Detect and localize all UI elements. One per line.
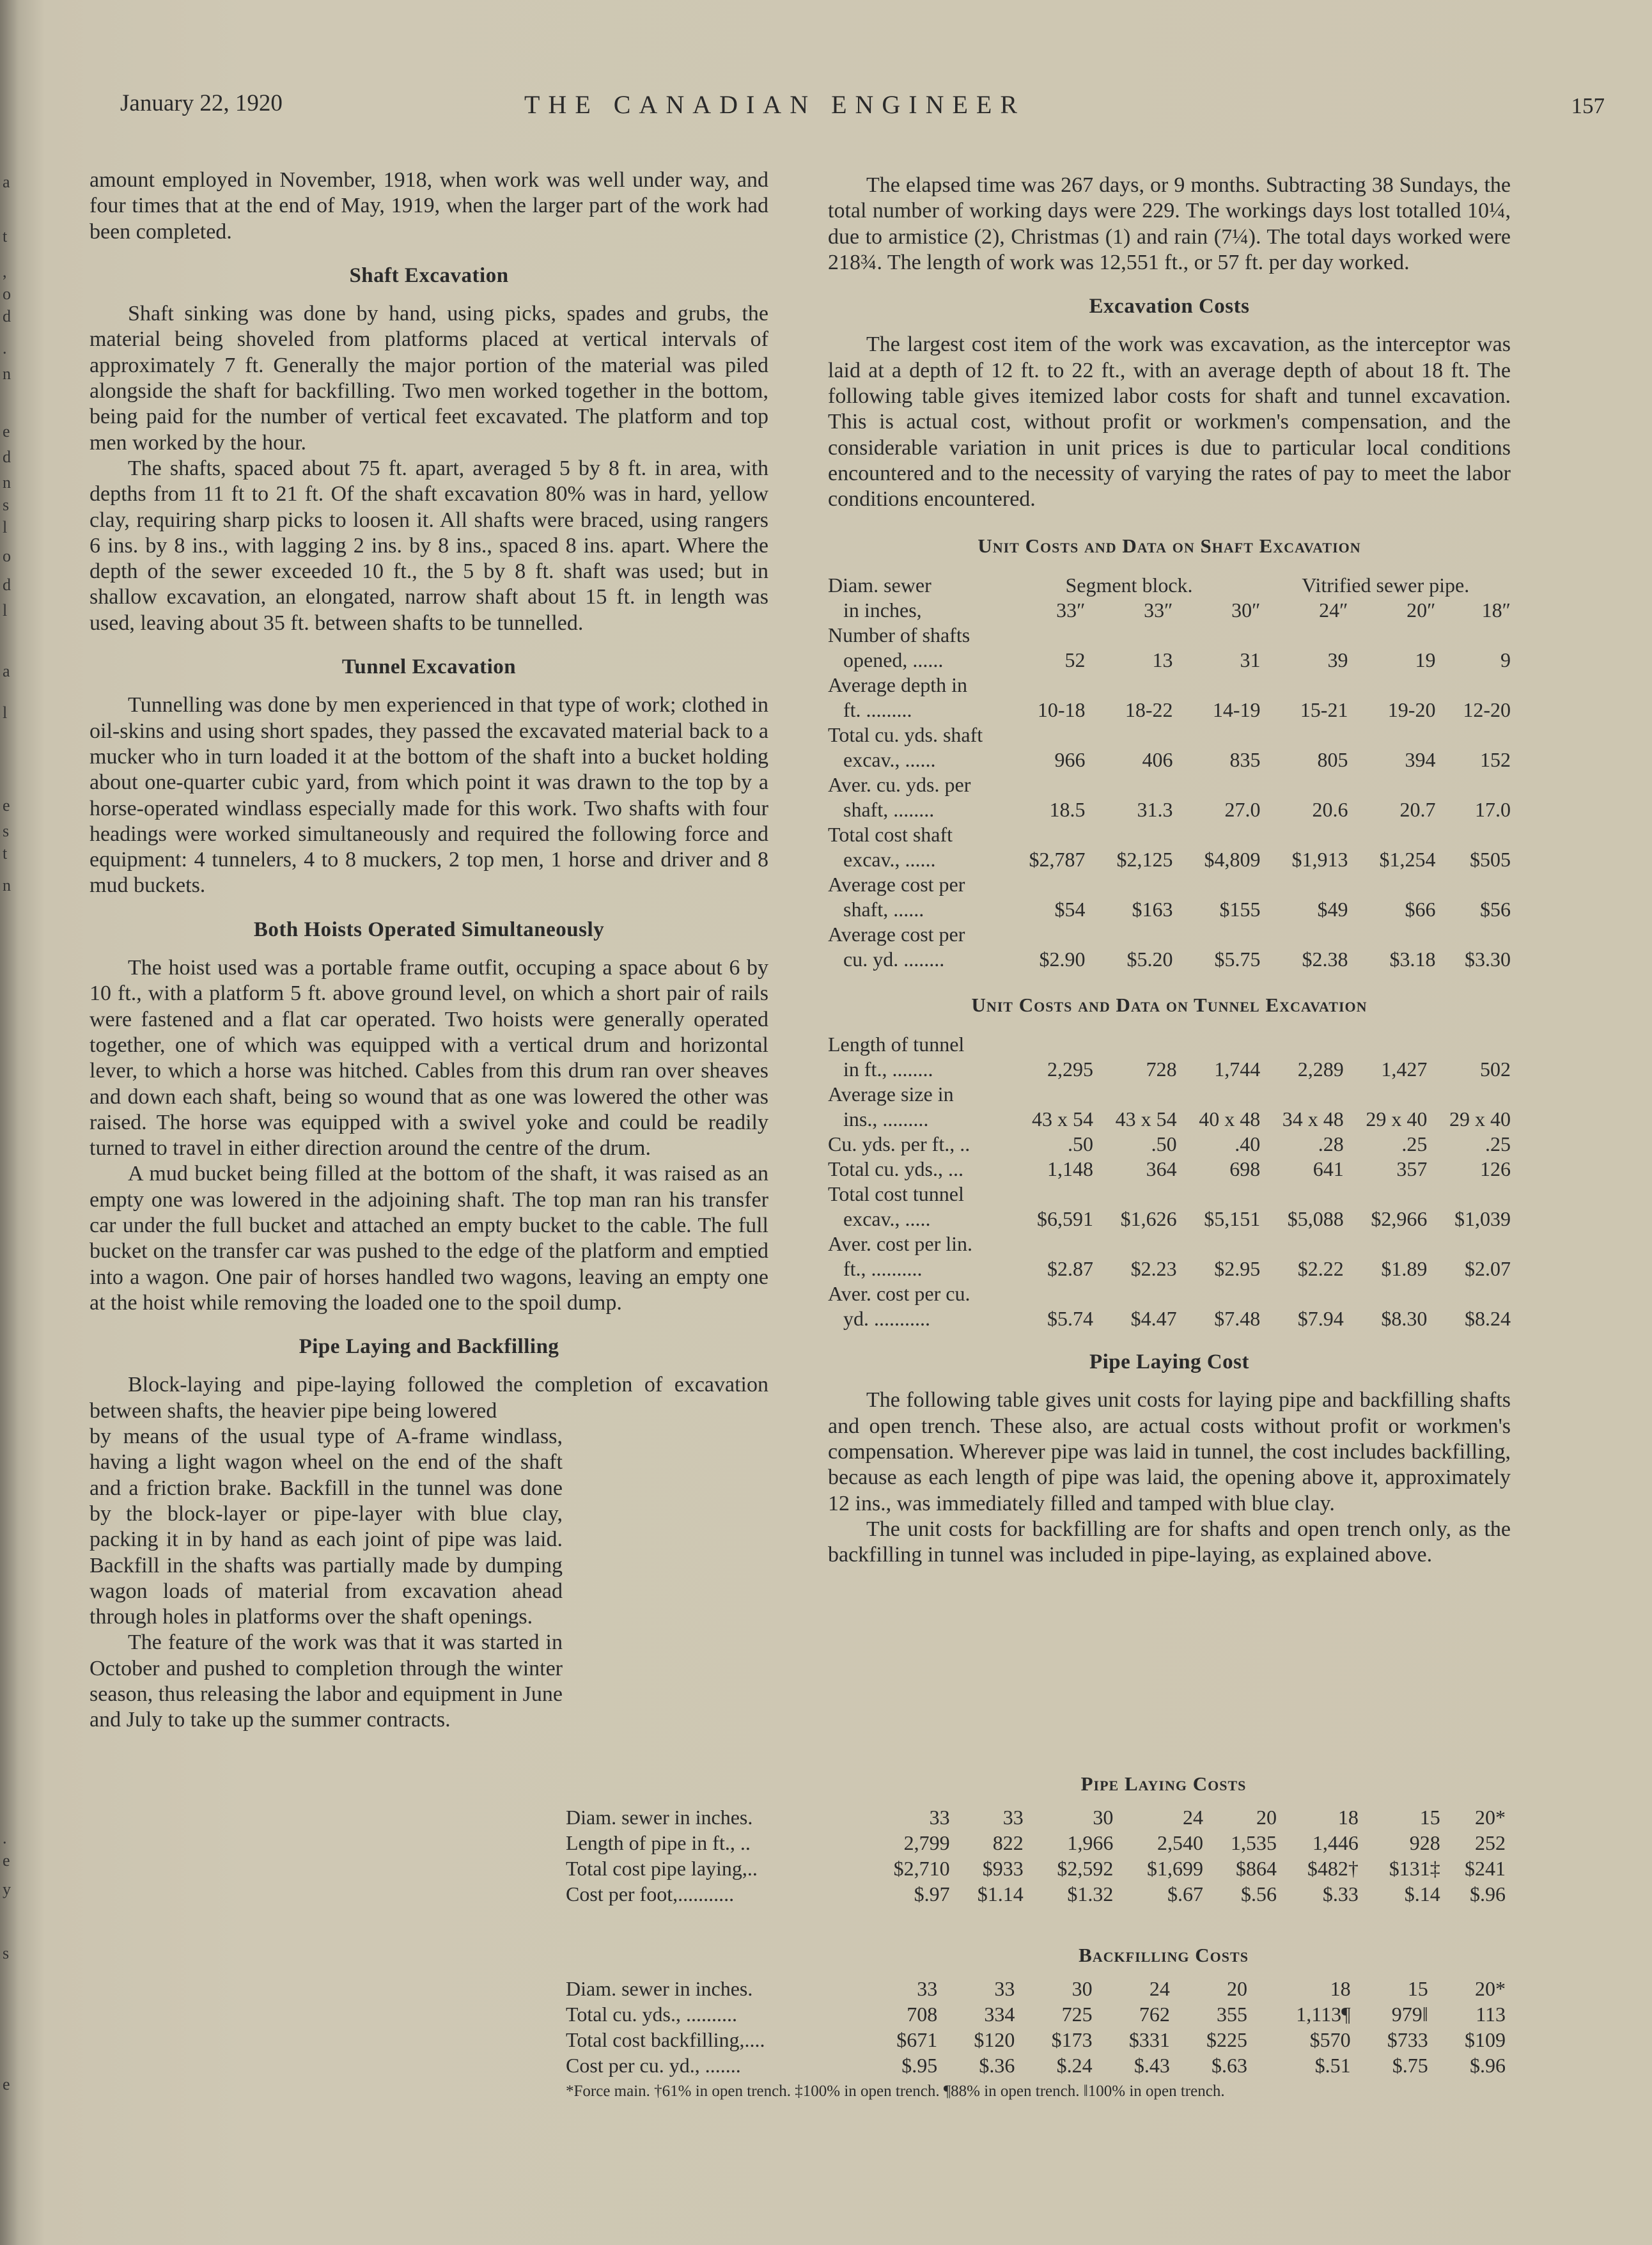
margin-fragment: s	[3, 822, 10, 840]
table-row	[566, 1830, 1506, 1856]
table-cell: $2.07	[1465, 1257, 1511, 1281]
table-cell: 708	[907, 2003, 938, 2026]
shaft-row-label	[828, 723, 1511, 747]
table-cell: 10-18	[1037, 698, 1086, 721]
shaft-table-diam-row	[828, 598, 1511, 623]
table-cell: 822	[992, 1831, 1024, 1854]
table-cell: 1,966	[1067, 1831, 1114, 1854]
pipe-laying-table	[566, 1804, 1506, 1907]
table-cell: 979‖	[1391, 2003, 1428, 2026]
table-cell: 40 x 48	[1199, 1107, 1261, 1131]
table-cell: 33	[1002, 1806, 1024, 1829]
table-cell: $225	[1206, 2028, 1248, 2051]
row-label: Diam. sewer in inches.	[566, 1977, 753, 2000]
row-label: Length of tunnel	[828, 1033, 965, 1056]
diam-value: 33″	[1056, 598, 1086, 622]
table-cell: 27.0	[1224, 797, 1261, 821]
table-cell: 805	[1317, 747, 1348, 771]
table-cell: $.97	[914, 1882, 950, 1905]
table-cell: $163	[1132, 897, 1173, 921]
heading-pipe-laying-cost: Pipe Laying Cost	[1089, 1350, 1250, 1374]
table-cell: $2,966	[1371, 1207, 1428, 1231]
table-cell: 113	[1476, 2003, 1506, 2026]
table-cell: 2,540	[1157, 1831, 1203, 1854]
table-cell: $1,913	[1291, 847, 1348, 871]
table-cell: 39	[1327, 648, 1348, 671]
left-column	[90, 168, 768, 1733]
table-cell: $570	[1309, 2028, 1351, 2051]
margin-fragment: s	[3, 496, 10, 514]
table-cell: 29 x 40	[1366, 1107, 1428, 1131]
table-cell: $331	[1128, 2028, 1170, 2051]
table-cell: $2.87	[1047, 1257, 1094, 1281]
table-row	[566, 2027, 1506, 2053]
tunnel-row-label	[828, 1281, 1511, 1306]
row-label: Average depth in	[828, 673, 967, 696]
table-row	[566, 1856, 1506, 1881]
table-cell: $.67	[1167, 1882, 1203, 1905]
row-label: Aver. cost per cu.	[828, 1282, 970, 1306]
table-cell: 126	[1480, 1157, 1511, 1181]
table-row	[566, 2053, 1506, 2078]
table-cell: 2,295	[1047, 1058, 1094, 1081]
table-cell: $54	[1054, 897, 1086, 921]
table-cell: $66	[1405, 897, 1436, 921]
paragraph-elapsed: The elapsed time was 267 days, or 9 months. Subtracting 38 Sundays, the total number of working days were 229. The workings days lost totalled 10¼, due to armistice (2), Christmas (1) and rain (7¼). The total days worked were 218¾. The length of work was 12,551 ft., or 57 ft. per day worked.	[828, 173, 1511, 274]
table-cell: $2,592	[1057, 1857, 1114, 1880]
diam-label: Diam. sewer	[828, 573, 931, 597]
table-cell: .25	[1485, 1132, 1511, 1156]
table-cell: 1,446	[1312, 1831, 1359, 1854]
table-cell: 1,535	[1231, 1831, 1277, 1854]
table-cell: $2.22	[1297, 1257, 1344, 1281]
shaft-row	[828, 797, 1511, 822]
table-cell: $131‡	[1389, 1857, 1440, 1880]
shaft-row	[828, 648, 1511, 673]
paragraph-pipe-cost-1: The following table gives unit costs for laying pipe and backfilling shafts and open trench. These also, are actual costs without profit or workmen's compensation. Wherever pipe was laid in tunnel, the cost includes backfilling, because as each length of pipe was laid, the opening above it, approximately 12 ins., was immediately filled and tamped with blue clay.	[828, 1388, 1511, 1515]
table-cell: $120	[974, 2028, 1015, 2051]
diam-value: 20″	[1407, 598, 1436, 622]
margin-fragment: o	[3, 285, 11, 303]
issue-date: January 22, 1920	[120, 90, 283, 116]
tunnel-excavation-table	[828, 1032, 1511, 1331]
margin-fragment: n	[3, 364, 11, 383]
row-label-cont: cu. yd. ........	[843, 947, 945, 971]
table-cell: $.33	[1322, 1882, 1359, 1905]
table-cell: .25	[1401, 1132, 1428, 1156]
table-cell: $8.30	[1381, 1307, 1428, 1331]
table-cell: 9	[1500, 648, 1511, 671]
tunnel-row	[828, 1207, 1511, 1232]
table-cell: 18	[1330, 1977, 1351, 2000]
table-cell: $3.18	[1389, 947, 1436, 971]
row-label: Total cost shaft	[828, 822, 953, 846]
tunnel-row	[828, 1057, 1511, 1082]
row-label: Average size in	[828, 1083, 954, 1106]
table-cell: $8.24	[1465, 1307, 1511, 1331]
table-row	[566, 2001, 1506, 2027]
shaft-row	[828, 747, 1511, 772]
margin-fragment: e	[3, 422, 10, 441]
table-cell: 641	[1313, 1157, 1344, 1181]
row-label-cont: yd. ...........	[843, 1307, 930, 1331]
table-cell: $3.30	[1465, 947, 1511, 971]
table-row	[566, 1881, 1506, 1907]
margin-fragment: n	[3, 876, 11, 895]
row-label: Average cost per	[828, 872, 965, 896]
heading-excavation-costs: Excavation Costs	[1089, 295, 1250, 318]
table-cell: 1,427	[1381, 1058, 1428, 1081]
table-cell: 928	[1409, 1831, 1440, 1854]
table-cell: 31.3	[1137, 797, 1173, 821]
table-cell: $155	[1219, 897, 1261, 921]
row-label: Total cu. yds. shaft	[828, 723, 983, 746]
table-cell: $1,254	[1379, 847, 1436, 871]
pipe-laying-section	[566, 1771, 1506, 1907]
backfilling-title: Backfilling Costs	[1079, 1944, 1249, 1966]
table-cell: 2,289	[1297, 1058, 1344, 1081]
table-cell: 2,799	[903, 1831, 950, 1854]
paragraph-shaft-1: Shaft sinking was done by hand, using picks, spades and grubs, the material being shoveled from platforms placed at vertical intervals of approximately 7 ft. Generally the major portion of the material was piled alongside the shaft for backfilling. Two men worked together in the bottom, being paid for the number of vertical feet excavated. The platform and top men worked by the hour.	[90, 302, 768, 455]
table-cell: 20.7	[1399, 797, 1436, 821]
table-cell: 355	[1217, 2003, 1248, 2026]
row-label: Aver. cost per lin.	[828, 1232, 973, 1256]
row-label: Cost per cu. yd., .......	[566, 2054, 741, 2077]
table-cell: 33	[994, 1977, 1015, 2000]
table-cell: 43 x 54	[1032, 1107, 1094, 1131]
intro-paragraph: amount employed in November, 1918, when work was well under way, and four times that at the end of May, 1919, when the larger part of the work had been completed.	[90, 168, 768, 244]
table-cell: $1,626	[1120, 1207, 1177, 1231]
table-cell: .50	[1151, 1132, 1177, 1156]
table-cell: 502	[1480, 1058, 1511, 1081]
margin-fragment: d	[3, 448, 11, 466]
table-cell: $1.32	[1067, 1882, 1114, 1905]
row-label: Length of pipe in ft., ..	[566, 1831, 751, 1854]
table-cell: 725	[1061, 2003, 1093, 2026]
diam-value: 18″	[1481, 598, 1511, 622]
table-cell: $.14	[1404, 1882, 1440, 1905]
shaft-table-header-row	[828, 573, 1511, 598]
row-label-cont: opened, ......	[843, 648, 944, 671]
row-label-cont: Cu. yds. per ft., ..	[828, 1132, 970, 1156]
table-cell: $2,710	[893, 1857, 950, 1880]
row-label: Total cost tunnel	[828, 1182, 964, 1206]
table-cell: $505	[1470, 847, 1511, 871]
margin-fragment: t	[3, 844, 8, 863]
table-cell: $2.95	[1214, 1257, 1261, 1281]
row-label: Total cost pipe laying,..	[566, 1857, 758, 1880]
table-cell: 20	[1256, 1806, 1277, 1829]
table-cell: 14-19	[1212, 698, 1261, 721]
table-cell: 152	[1480, 747, 1511, 771]
table-cell: $4.47	[1130, 1307, 1177, 1331]
table-cell: $.63	[1212, 2054, 1248, 2077]
table-cell: $109	[1465, 2028, 1506, 2051]
table-cell: 18-22	[1125, 698, 1173, 721]
group-segment-block: Segment block.	[1065, 573, 1193, 597]
page-header	[115, 90, 1605, 134]
tunnel-row	[828, 1107, 1511, 1132]
table-cell: $.75	[1392, 2054, 1428, 2077]
table-cell: $5.20	[1126, 947, 1173, 971]
table-cell: 13	[1152, 648, 1173, 671]
row-label-cont: in ft., ........	[843, 1058, 933, 1081]
margin-fragment: l	[3, 518, 8, 536]
tunnel-row	[828, 1306, 1511, 1331]
margin-fragment: e	[3, 1851, 10, 1870]
table-cell: 52	[1064, 648, 1086, 671]
tunnel-row	[828, 1132, 1511, 1157]
margin-fragment: s	[3, 1944, 10, 1962]
diam-label-2: in inches,	[843, 598, 922, 622]
table-cell: 966	[1054, 747, 1086, 771]
table-cell: 334	[984, 2003, 1015, 2026]
margin-fragment: a	[3, 662, 10, 680]
shaft-row-label	[828, 623, 1511, 648]
row-label: Total cost backfilling,....	[566, 2028, 765, 2051]
table-cell: $864	[1236, 1857, 1277, 1880]
paragraph-shaft-2: The shafts, spaced about 75 ft. apart, averaged 5 by 8 ft. in area, with depths from 11 ft to 21 ft. Of the shaft excavation 80% was in hard, yellow clay, requiring sharp picks to loosen it. All shafts were braced, using rangers 6 ins. by 8 ins., with lagging 2 ins. by 8 ins., spaced 8 ins. apart. Where the depth of the sewer exceeded 10 ft., the 5 by 8 ft. shaft was used; but in shallow excavation, an elongated, narrow shaft about 15 ft. in length was used, leaving about 35 ft. between shafts to be tunnelled.	[90, 456, 768, 635]
table-cell: $2.90	[1039, 947, 1086, 971]
table-cell: $1.89	[1381, 1257, 1428, 1281]
paragraph-hoist-2: A mud bucket being filled at the bottom of the shaft, it was raised as an empty one was lowered in the adjoining shaft. The top man ran his transfer car under the full bucket and attached an empty bucket to the cable. The full bucket on the transfer car was pushed to the edge of the platform and emptied into a wagon. One pair of horses handled two wagons, leaving an empty one at the hoist while removing the loaded one to the spoil dump.	[90, 1162, 768, 1315]
margin-fragment: .	[3, 339, 7, 357]
backfilling-table	[566, 1976, 1506, 2078]
margin-fragment: e	[3, 2075, 10, 2093]
table-cell: 18.5	[1049, 797, 1086, 821]
paragraph-feature: The feature of the work was that it was started in October and pushed to completion through the winter season, thus releasing the labor and equipment in June and July to take up the summer contracts.	[90, 1631, 563, 1732]
table-cell: .50	[1068, 1132, 1094, 1156]
table-cell: $1,699	[1146, 1857, 1203, 1880]
table-cell: 12-20	[1463, 698, 1511, 721]
table-cell: 43 x 54	[1115, 1107, 1177, 1131]
table-cell: 19-20	[1387, 698, 1436, 721]
row-label-cont: excav., ......	[843, 847, 936, 871]
table-cell: 20*	[1475, 1977, 1506, 2000]
margin-fragment: n	[3, 473, 11, 492]
page-number: 157	[1571, 93, 1605, 118]
table-cell: 394	[1405, 747, 1436, 771]
row-label-cont: ft., ..........	[843, 1257, 923, 1281]
tunnel-table-title: Unit Costs and Data on Tunnel Excavation	[971, 993, 1368, 1016]
shaft-row	[828, 698, 1511, 723]
table-cell: $.56	[1241, 1882, 1277, 1905]
table-cell: 252	[1475, 1831, 1506, 1854]
table-cell: 357	[1396, 1157, 1428, 1181]
row-label-cont: ft. .........	[843, 698, 912, 721]
table-cell: $5,088	[1287, 1207, 1344, 1231]
table-cell: $2.38	[1302, 947, 1348, 971]
margin-fragment: a	[3, 173, 10, 191]
table-cell: 18	[1337, 1806, 1359, 1829]
tunnel-row	[828, 1157, 1511, 1182]
table-cell: $.96	[1470, 1882, 1506, 1905]
table-cell: $.36	[979, 2054, 1015, 2077]
table-cell: $5.74	[1047, 1307, 1094, 1331]
table-cell: $7.94	[1297, 1307, 1344, 1331]
row-label: Average cost per	[828, 922, 965, 946]
tunnel-row-label	[828, 1032, 1511, 1057]
table-cell: 33	[929, 1806, 950, 1829]
table-cell: 19	[1415, 648, 1436, 671]
paragraph-pipe-b: by means of the usual type of A-frame windlass, having a light wagon wheel on the end of the shaft and a friction brake. Backfill in the tunnel was done by the block-layer or pipe-layer with blue clay, packing it in by hand as each joint of pipe was laid. Backfill in the shafts was partially made by dumping wagon loads of material from excavation ahead through holes in platforms over the shaft openings.	[90, 1425, 563, 1629]
table-cell: 24	[1182, 1806, 1203, 1829]
shaft-excavation-table	[828, 573, 1511, 972]
table-cell: 29 x 40	[1449, 1107, 1511, 1131]
table-cell: 17.0	[1475, 797, 1511, 821]
row-label: Number of shafts	[828, 623, 970, 646]
tunnel-row	[828, 1256, 1511, 1281]
table-cell: $.96	[1470, 2054, 1506, 2077]
narrow-block	[90, 1424, 563, 1733]
table-cell: 15	[1419, 1806, 1440, 1829]
table-cell: $56	[1480, 897, 1511, 921]
row-label: Aver. cu. yds. per	[828, 772, 971, 796]
table-cell: $482†	[1307, 1857, 1359, 1880]
shaft-row	[828, 947, 1511, 972]
table-cell: 1,113¶	[1296, 2003, 1351, 2026]
table-cell: 30	[1093, 1806, 1114, 1829]
table-cell: $6,591	[1037, 1207, 1094, 1231]
row-label-cont: ins., .........	[843, 1107, 929, 1131]
table-cell: 15-21	[1300, 698, 1348, 721]
table-cell: $49	[1317, 897, 1348, 921]
table-cell: 762	[1139, 2003, 1170, 2026]
table-cell: $2,125	[1116, 847, 1173, 871]
diam-value: 33″	[1144, 598, 1173, 622]
table-cell: $671	[896, 2028, 938, 2051]
table-cell: 20.6	[1312, 797, 1348, 821]
table-cell: 728	[1146, 1058, 1177, 1081]
margin-fragment: .	[3, 1829, 7, 1847]
journal-title: THE CANADIAN ENGINEER	[524, 90, 1026, 119]
table-cell: $.43	[1134, 2054, 1170, 2077]
table-cell: $5.75	[1214, 947, 1261, 971]
diam-value: 24″	[1319, 598, 1348, 622]
paragraph-hoist-1: The hoist used was a portable frame outfit, occuping a space about 6 by 10 ft., with a platform 5 ft. above ground level, on which a short pair of rails were fastened and a flat car operated. Two hoists were generally operated together, one of which was equipped with a vertical drum and horizontal lever, to which a horse was hitched. Cables from this drum ran over sheaves and down each shaft, being so wound that as one was lowered the other was raised. The horse was equipped with a swivel yoke and could be readily turned to travel in either direction around the centre of the drum.	[90, 956, 768, 1161]
shaft-row-label	[828, 772, 1511, 797]
right-column	[828, 173, 1511, 1568]
heading-pipe-laying: Pipe Laying and Backfilling	[299, 1335, 559, 1359]
row-label-cont: Total cu. yds., ...	[828, 1157, 963, 1181]
table-cell: 31	[1240, 648, 1261, 671]
table-cell: 33	[917, 1977, 938, 2000]
row-label: Diam. sewer in inches.	[566, 1806, 753, 1829]
table-cell: $5,151	[1204, 1207, 1261, 1231]
table-cell: $.95	[901, 2054, 938, 2077]
backfilling-section	[566, 1943, 1506, 2101]
heading-shaft-excavation: Shaft Excavation	[349, 263, 509, 287]
shaft-row-label	[828, 673, 1511, 698]
heading-tunnel-excavation: Tunnel Excavation	[341, 655, 517, 679]
table-cell: 30	[1071, 1977, 1093, 2000]
row-label-cont: shaft, ......	[843, 897, 924, 921]
table-cell: $933	[982, 1857, 1024, 1880]
table-cell: 835	[1229, 747, 1261, 771]
row-label-cont: shaft, ........	[843, 797, 935, 821]
table-cell: 406	[1142, 747, 1173, 771]
table-cell: 24	[1149, 1977, 1170, 2000]
tunnel-row-label	[828, 1182, 1511, 1207]
table-cell: 20	[1227, 1977, 1248, 2000]
table-cell: 698	[1229, 1157, 1261, 1181]
footnote: *Force main. †61% in open trench. ‡100% in open trench. ¶88% in open trench. ‖100% in open trench.	[566, 2083, 1225, 2100]
shaft-row-label	[828, 872, 1511, 897]
paragraph-costs: The largest cost item of the work was excavation, as the interceptor was laid at a depth of 12 ft. to 22 ft., with an average depth of about 18 ft. The following table gives itemized labor costs for shaft and tunnel excavation. This is actual cost, without profit or workmen's compensation, and the considerable variation in unit prices is due to particular local conditions encountered and to the necessity of varying the rates of pay to meet the labor conditions encountered.	[828, 332, 1511, 512]
row-label: Total cu. yds., ..........	[566, 2003, 737, 2026]
diam-value: 30″	[1231, 598, 1261, 622]
table-cell: .40	[1235, 1132, 1261, 1156]
row-label-cont: excav., .....	[843, 1207, 931, 1231]
table-cell: $733	[1387, 2028, 1428, 2051]
margin-fragment: o	[3, 547, 11, 565]
margin-fragment: ,	[3, 262, 7, 281]
margin-fragment: t	[3, 227, 8, 246]
shaft-row	[828, 847, 1511, 872]
margin-fragment: l	[3, 601, 8, 620]
heading-hoists: Both Hoists Operated Simultaneously	[253, 918, 605, 941]
tunnel-row-label	[828, 1232, 1511, 1256]
table-cell: 15	[1407, 1977, 1428, 2000]
table-cell: $173	[1051, 2028, 1093, 2051]
table-cell: $4,809	[1204, 847, 1261, 871]
table-cell: 1,744	[1214, 1058, 1261, 1081]
paragraph-pipe-cost-2: The unit costs for backfilling are for shafts and open trench only, as the backfilling in tunnel was included in pipe-laying, as explained above.	[828, 1517, 1511, 1567]
paragraph-tunnel: Tunnelling was done by men experienced in that type of work; clothed in oil-skins and using short spades, they passed the excavated material back to a mucker who in turn loaded it at the bottom of the shaft into a bucket holding about one-quarter cubic yard, from which point it was drawn to the top by a horse-operated windlass especially made for this work. Two shafts with four headings were worked simultaneously and required the following force and equipment: 4 tunnelers, 4 to 8 muckers, 2 top men, 1 horse and driver and 8 mud buckets.	[90, 693, 768, 898]
shaft-row	[828, 897, 1511, 922]
table-cell: 364	[1146, 1157, 1177, 1181]
table-cell: 1,148	[1047, 1157, 1094, 1181]
table-row	[566, 1976, 1506, 2001]
table-cell: $1.14	[977, 1882, 1024, 1905]
row-label: Cost per foot,...........	[566, 1882, 735, 1905]
shaft-table-title: Unit Costs and Data on Shaft Excavation	[978, 534, 1361, 557]
table-cell: $241	[1465, 1857, 1506, 1880]
table-cell: 34 x 48	[1282, 1107, 1344, 1131]
margin-fragment: d	[3, 307, 11, 325]
paragraph-pipe-a: Block-laying and pipe-laying followed the completion of excavation between shafts, the heavier pipe being lowered	[90, 1373, 768, 1423]
group-vitrified-pipe: Vitrified sewer pipe.	[1302, 573, 1470, 597]
table-cell: $1,039	[1454, 1207, 1511, 1231]
table-cell: $7.48	[1214, 1307, 1261, 1331]
table-cell: 20*	[1475, 1806, 1506, 1829]
shaft-row-label	[828, 822, 1511, 847]
row-label-cont: excav., ......	[843, 747, 936, 771]
table-cell: $2.23	[1130, 1257, 1177, 1281]
table-cell: .28	[1318, 1132, 1344, 1156]
margin-fragment: e	[3, 796, 10, 815]
table-row	[566, 1804, 1506, 1830]
table-cell: $.24	[1056, 2054, 1093, 2077]
margin-fragment: l	[3, 703, 8, 722]
table-cell: $2,787	[1029, 847, 1086, 871]
tunnel-row-label	[828, 1082, 1511, 1107]
margin-fragment: d	[3, 575, 11, 594]
margin-fragment: y	[3, 1880, 11, 1898]
pipe-laying-title: Pipe Laying Costs	[1080, 1772, 1247, 1795]
shaft-row-label	[828, 922, 1511, 947]
table-cell: $.51	[1314, 2054, 1351, 2077]
